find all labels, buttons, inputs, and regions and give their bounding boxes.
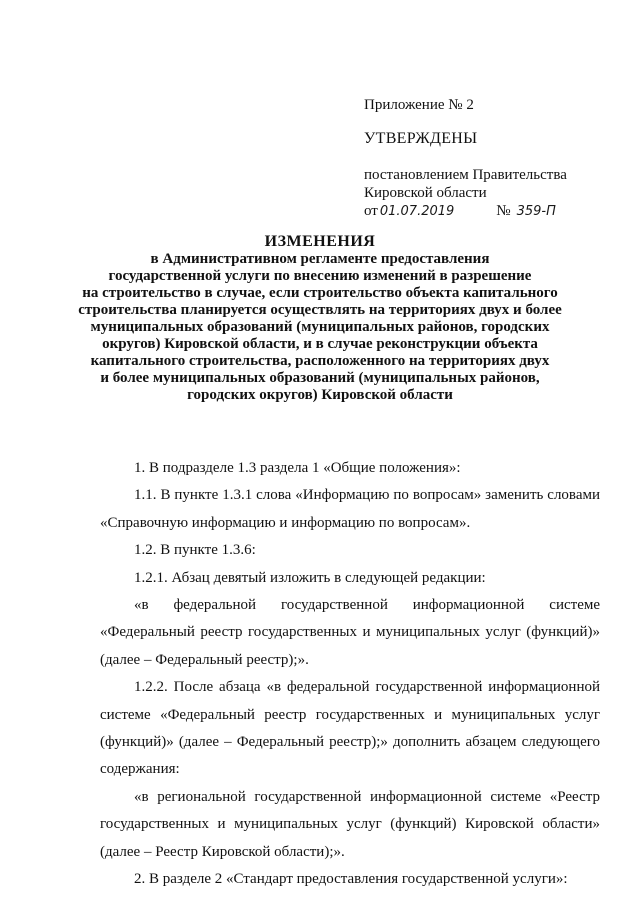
- paragraph: 1.2.1. Абзац девятый изложить в следующей редакции:: [134, 569, 486, 586]
- approval-date-row: [364, 202, 614, 221]
- title-line: муниципальных образований (муниципальных районов, городских: [90, 319, 550, 335]
- paragraph: 2. В разделе 2 «Стандарт предоставления государственной услуги»:: [134, 871, 568, 888]
- date-prefix: от: [364, 203, 378, 219]
- approved-heading: УТВЕРЖДЕНЫ: [364, 130, 478, 147]
- approval-line-1: постановлением Правительства: [364, 167, 567, 183]
- title-line: и более муниципальных образований (муниципальных районов,: [100, 370, 540, 386]
- title-line: округов) Кировской области, и в случае реконструкции объекта: [102, 336, 538, 352]
- paragraph: «в региональной государственной информационной системе «Реестр государственных и муниципальных услуг (функций) Кировской области» (далее – Реестр Кировской области);».: [100, 788, 600, 860]
- paragraph: 1. В подразделе 1.3 раздела 1 «Общие положения»:: [134, 460, 461, 476]
- title-line: государственной услуги по внесению изменений в разрешение: [108, 268, 532, 284]
- handwritten-number: 359-П: [516, 204, 556, 219]
- title-line: городских округов) Кировской области: [187, 387, 453, 403]
- document-title: ИЗМЕНЕНИЯ: [264, 233, 376, 250]
- paragraph: 1.2. В пункте 1.3.6:: [134, 542, 256, 559]
- document-title-block: [60, 233, 580, 404]
- title-line: в Административном регламенте предоставления: [150, 251, 490, 267]
- number-label: №: [496, 203, 511, 219]
- title-line: на строительство в случае, если строительство объекта капитального: [82, 285, 558, 301]
- approval-line-2: Кировской области: [364, 185, 487, 201]
- paragraph: «в федеральной государственной информационной системе «Федеральный реестр государственных и муниципальных услуг (функций)» (далее – Федеральный реестр);».: [100, 597, 600, 668]
- title-line: капитального строительства, расположенного на территориях двух: [90, 353, 550, 369]
- title-line: строительства планируется осуществлять на территориях двух и более: [78, 302, 562, 318]
- approval-block: [364, 96, 614, 221]
- document-body: [100, 455, 600, 894]
- annex-number: Приложение № 2: [364, 97, 474, 113]
- handwritten-date: 01.07.2019: [379, 204, 455, 219]
- paragraph: 1.1. В пункте 1.3.1 слова «Информацию по вопросам» заменить словами «Справочную информацию и информацию по вопросам».: [100, 487, 600, 531]
- paragraph: 1.2.2. После абзаца «в федеральной государственной информационной системе «Федеральный реестр государственных и муниципальных услуг (функций)» (далее – Федеральный реестр);» дополнить абзацем следующего содержания:: [100, 679, 600, 778]
